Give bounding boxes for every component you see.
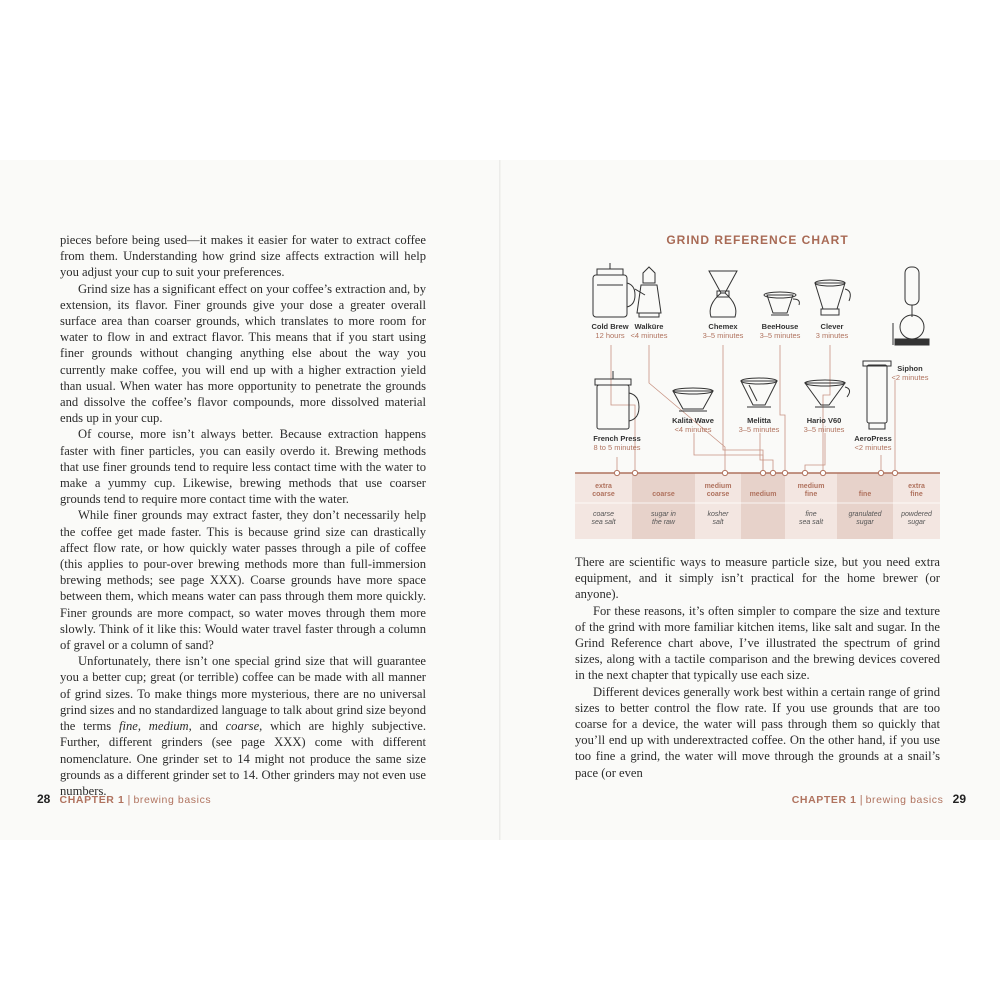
paragraph: pieces before being used—it makes it easier for water to extract coffee from them. Understanding how grind size affects extraction will help you adjust your cup to suit your preferences. (60, 233, 426, 280)
axis-marker (878, 470, 883, 475)
italic-term: coarse (225, 719, 260, 734)
device-name: Clever (820, 322, 844, 331)
device-label-melitta (724, 416, 794, 434)
device-label-hario-v60 (789, 416, 859, 434)
hario-v60-icon (805, 380, 850, 407)
grind-example-line: coarse (592, 511, 614, 518)
grind-size-label (741, 491, 785, 499)
axis-marker (892, 470, 897, 475)
grind-example (575, 511, 632, 527)
grind-example-line: sugar (856, 519, 874, 526)
clever-icon (815, 280, 850, 315)
paragraph: Of course, more isn’t always better. Because extraction happens faster with finer particles, you can easily overdo it. Brewing methods that use finer grounds tend to require less contact time with the water to make a yummy cup. Likewise, brewing methods that use coarser grounds tend to require more contact time with the water. (60, 427, 426, 507)
device-time: <4 minutes (674, 425, 712, 434)
walkure-icon (635, 267, 661, 317)
grind-example-line: fine (805, 511, 817, 518)
chapter-label: CHAPTER 1 (791, 794, 857, 806)
paragraph: While finer grounds may extract faster, they don’t necessarily help the coffee get made faster. This is because grind size can drastically affect flow rate, or how quickly water passes through a pile of coffee (this applies to pour-over brewing methods more than full-immersion brewing methods; see page XXX). Coarse grounds have more space between them, which means water can pass through them more quickly. Finer grounds are more compact, so water moves through them more slowly. Think of it like this: Would water travel faster through a column of gravel or a column of sand? (60, 508, 426, 653)
footer-separator: | (127, 794, 131, 806)
text-run: , and (188, 719, 226, 734)
paragraph (60, 653, 426, 799)
chapter-subtitle: brewing basics (133, 794, 212, 806)
device-time: 3–5 minutes (803, 425, 845, 434)
grind-size-line: medium (749, 491, 777, 498)
paragraph: Different devices generally work best within a certain range of grind sizes to better control the flow rate. If you use grounds that are too coarse for a device, the water will pass through them so quickly that you’ll end up with underextracted coffee. On the other hand, if you use too fine a grind, the water will move through the grounds at a snail’s pace (or even (575, 684, 940, 780)
grind-size-line: coarse (652, 491, 675, 498)
leader-line (723, 345, 763, 473)
chart-title: GRIND REFERENCE CHART (666, 233, 849, 247)
axis-marker (760, 470, 765, 475)
grind-size-line: fine (858, 491, 872, 498)
axis-marker (782, 470, 787, 475)
text-run: , which are highly subjective. Further, different grinders (see page XXX) come with different nomenclature. One grinder set to 14 might not produce the same size grounds as a different grinder set to 14. Other grinders may not even use numbers. (60, 719, 426, 798)
french-press-icon (595, 371, 639, 429)
axis-marker (802, 470, 807, 475)
device-name: Walküre (634, 322, 664, 331)
right-footer (792, 792, 966, 806)
text-run: , (137, 719, 149, 734)
page-number: 29 (952, 792, 966, 806)
device-time: 3–5 minutes (759, 331, 801, 340)
device-time: 3–5 minutes (702, 331, 744, 340)
grind-example-line: sugar (907, 519, 926, 526)
right-page-body (575, 554, 940, 781)
leader-line (823, 345, 830, 473)
device-time: 12 hours (595, 331, 625, 340)
device-label-french-press (582, 434, 652, 452)
device-name: Melitta (747, 416, 771, 425)
left-page-body (60, 232, 426, 799)
grind-chart-graphic (575, 255, 940, 545)
paragraph: For these reasons, it’s often simpler to compare the size and texture of the grind with more familiar kitchen items, like salt and sugar. In the Grind Reference chart above, I’ve illustrated the spectrum of grind sizes, along with a tactile comparison and the brewing devices covered in the next chapter that typically use each size. (575, 603, 940, 683)
device-time: <2 minutes (854, 443, 892, 452)
grind-example (785, 511, 837, 527)
axis-marker (722, 470, 727, 475)
grind-size-label (632, 491, 695, 499)
page-number: 28 (37, 792, 51, 806)
paragraph: There are scientific ways to measure particle size, but you need extra equipment, and it simply isn’t practical for the home brewer (or anyone). (575, 555, 940, 602)
grind-example (837, 511, 893, 527)
leader-line (805, 433, 825, 473)
device-time: <2 minutes (891, 373, 929, 382)
device-name: Siphon (897, 364, 923, 373)
device-name: BeeHouse (761, 322, 799, 331)
grind-size-line: fine (804, 491, 818, 498)
device-name: Hario V60 (806, 416, 842, 425)
paragraph: Grind size has a significant effect on your coffee’s extraction and, by extension, its flavor. Finer grounds give your dose a greater overall surface area than coarser grounds, which translates to more room for water to flow in and extract flavor. This means that if you start using finer grounds without changing anything else about the way you currently make coffee, you will end up with a higher extraction yield than usual. When water has more opportunity to penetrate the grounds and dissolve the coffee’s flavor compounds, more dissolved material ends up in your cup. (60, 281, 426, 426)
device-time: 3–5 minutes (738, 425, 780, 434)
band-cell (632, 473, 695, 539)
band-cell (837, 473, 893, 539)
device-name: Chemex (708, 322, 738, 331)
cold-brew-icon (593, 263, 635, 317)
grind-example-line: sugar in (651, 511, 676, 518)
device-label-walkure (614, 322, 684, 340)
axis-marker (820, 470, 825, 475)
device-time: 3 minutes (815, 331, 849, 340)
grind-size-label (575, 483, 632, 499)
siphon-icon (893, 267, 929, 345)
grind-size-label (695, 483, 741, 499)
left-footer (37, 792, 211, 806)
grind-example-line: sea salt (798, 519, 824, 526)
device-name: AeroPress (854, 434, 892, 443)
grind-example-line: salt (712, 519, 724, 526)
italic-term: fine (118, 719, 138, 734)
italic-term: medium (148, 719, 189, 734)
grind-size-line: coarse (706, 491, 730, 498)
device-label-kalita-wave (658, 416, 728, 434)
device-time: <4 minutes (630, 331, 668, 340)
footer-separator: | (859, 794, 863, 806)
leader-line (611, 345, 635, 473)
grind-example-line: sea salt (591, 519, 616, 526)
leader-lines (611, 345, 895, 473)
grind-example-line: kosher (707, 511, 729, 518)
grind-size-line: extra (595, 483, 612, 490)
chapter-label: CHAPTER 1 (59, 794, 125, 806)
axis-marker (632, 470, 637, 475)
grind-example-line: granulated (848, 511, 882, 518)
grind-example (893, 511, 940, 527)
axis-marker (614, 470, 619, 475)
grind-example-line: powdered (901, 511, 932, 518)
grind-example (695, 511, 741, 527)
book-gutter (499, 160, 501, 840)
device-name: Cold Brew (591, 322, 629, 331)
grind-size-line: coarse (592, 491, 615, 498)
device-label-aeropress (838, 434, 908, 452)
leader-line (780, 345, 785, 473)
leader-line (760, 433, 773, 473)
device-name: Kalita Wave (672, 416, 714, 425)
beehouse-icon (764, 292, 799, 315)
grind-example (632, 511, 695, 527)
device-illustrations (593, 263, 929, 429)
device-label-clever (797, 322, 867, 340)
axis-marker (770, 470, 775, 475)
melitta-icon (741, 378, 777, 407)
device-name: French Press (593, 434, 641, 443)
grind-size-line: extra (908, 483, 925, 490)
band-cell (741, 473, 785, 539)
grind-size-line: medium (704, 483, 732, 490)
device-time: 8 to 5 minutes (593, 443, 641, 452)
device-label-siphon (875, 364, 945, 382)
grind-size-label (893, 483, 940, 499)
chemex-icon (709, 271, 737, 317)
grind-size-label (837, 491, 893, 499)
leader-line (694, 433, 763, 473)
grind-example-line: the raw (652, 519, 675, 526)
grind-size-line: fine (910, 491, 923, 498)
grind-size-line: medium (797, 483, 825, 490)
text-run: Unfortunately, there isn’t one special grind size that will guarantee you a better cup; great (or terrible) coffee can be made with all manner of grind sizes. To make things more mysterious, there are no universal grind sizes and no standardized language to talk about grind size beyond the terms (60, 654, 426, 734)
kalita-wave-icon (673, 388, 713, 411)
chapter-subtitle: brewing basics (865, 794, 944, 806)
grind-size-label (785, 483, 837, 499)
